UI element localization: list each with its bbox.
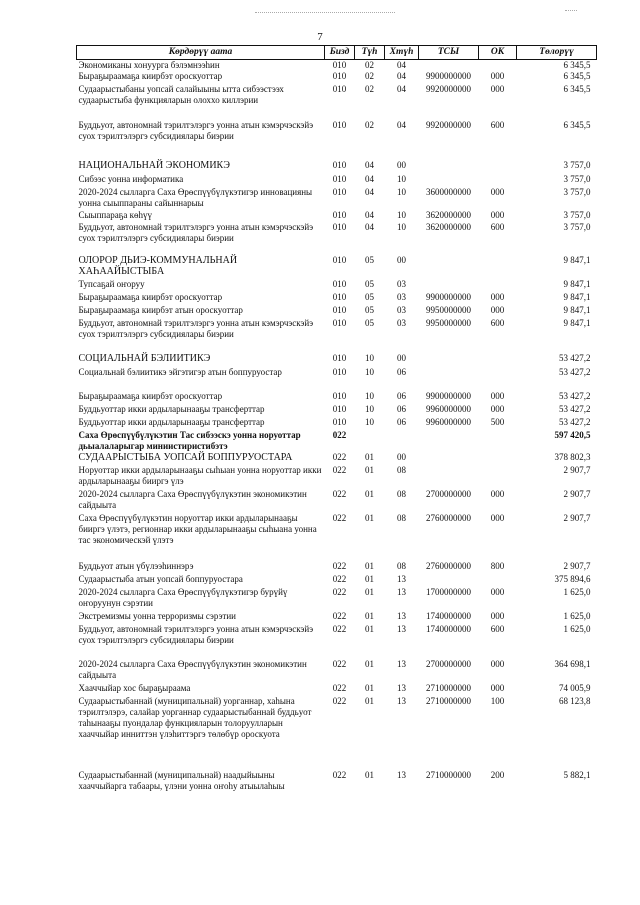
row-sum: 9 847,1 (563, 292, 591, 302)
row-xtuh: 04 (397, 60, 406, 70)
row-sum: 2 907,7 (563, 561, 591, 571)
table-row (77, 417, 597, 430)
row-xtuh: 10 (397, 174, 406, 184)
row-name: Буддьуот атын үбүлээһиннэрэ (78, 561, 194, 571)
row-sum: 6 345,5 (563, 84, 591, 94)
row-name: Буддьуоттар икки ардыларынааҕы трансферттар (78, 404, 265, 414)
table-row (77, 367, 597, 391)
row-bizd: 010 (332, 404, 347, 414)
row-tsy: 9900000000 (426, 292, 471, 302)
row-bizd: 010 (332, 187, 347, 197)
row-ok: 000 (490, 292, 505, 302)
row-sum: 53 427,2 (559, 417, 591, 427)
row-xtuh: 06 (397, 417, 406, 427)
table-row (77, 465, 597, 489)
row-tuh: 04 (365, 187, 374, 197)
table-row (77, 305, 597, 318)
row-name: Судаарыстыба атын уопсай боппуруостара (78, 574, 243, 584)
row-tuh: 04 (365, 160, 374, 170)
page-number: 7 (317, 31, 323, 43)
row-ok: 600 (490, 222, 505, 232)
row-name: Буддьуот, автономнай тэрилтэлэргэ уонна атын кэмэрчэскэйэ суох тэрилтэлэргэ субсидиялары биэрии (78, 120, 314, 141)
row-xtuh: 04 (397, 71, 406, 81)
row-xtuh: 03 (397, 305, 406, 315)
row-name: Норуоттар икки ардыларынааҕы сыһыан уонна норуоттар икки ардыларынааҕы бииргэ үлэ (78, 465, 322, 486)
table-row (77, 210, 597, 222)
row-xtuh: 03 (397, 279, 406, 289)
row-name: 2020-2024 сылларга Саха Өрөспүүбүлүкэтин экономикэтин сайдыыта (78, 489, 307, 510)
table-row (77, 574, 597, 587)
row-ok: 000 (490, 404, 505, 414)
row-name: Быраҕыраамаҕа киирбэт ороскуоттар (78, 292, 223, 302)
row-tsy (419, 279, 479, 292)
row-ok: 000 (490, 71, 505, 81)
row-sum: 2 907,7 (563, 513, 591, 523)
row-tsy: 1700000000 (426, 587, 471, 597)
row-bizd: 022 (332, 696, 347, 706)
row-tsy (419, 430, 479, 452)
row-name: 2020-2024 сылларга Саха Өрөспүүбүлүкэтигэр бурүйү оҥоруунун сэрэтии (78, 587, 288, 608)
header-sum: Төлорүү (517, 46, 597, 60)
row-sum: 3 757,0 (563, 222, 591, 232)
row-bizd: 022 (332, 513, 347, 523)
row-xtuh: 00 (397, 353, 406, 363)
row-xtuh: 00 (397, 452, 406, 462)
row-bizd: 022 (332, 770, 347, 780)
row-sum: 3 757,0 (563, 210, 591, 220)
row-bizd: 022 (332, 430, 347, 440)
row-tsy: 2710000000 (426, 683, 471, 693)
row-bizd: 010 (332, 318, 347, 328)
row-sum: 1 625,0 (563, 611, 591, 621)
row-xtuh: 03 (397, 292, 406, 302)
table-row (77, 353, 597, 367)
row-sum: 364 698,1 (554, 659, 591, 669)
row-bizd: 022 (332, 561, 347, 571)
row-tuh: 02 (365, 84, 374, 94)
row-tsy: 9900000000 (426, 391, 471, 401)
row-ok (479, 430, 517, 452)
row-ok: 000 (490, 489, 505, 499)
table-row (77, 452, 597, 465)
row-tsy: 2760000000 (426, 513, 471, 523)
table-row (77, 696, 597, 770)
row-tuh: 10 (365, 353, 374, 363)
row-bizd: 010 (332, 71, 347, 81)
row-sum: 2 907,7 (563, 465, 591, 475)
row-name: Саха Өрөспүүбүлүкэтин Тас сибээскэ уонна норуоттар дьыалаларыгар миниистиристибэтэ (78, 430, 301, 451)
row-name: Саха Өрөспүүбүлүкэтин норуоттар икки ардыларынааҕы бииргэ үлэтэ, регионнар икки ардыларынааҕы сыһыана уонна тас экономическэй үлэтэ (78, 513, 317, 545)
row-tsy: 3600000000 (426, 187, 471, 197)
row-bizd: 022 (332, 624, 347, 634)
row-tuh: 10 (365, 417, 374, 427)
row-name: Буддьуоттар икки ардыларынааҕы трансферттар (78, 417, 265, 427)
row-tsy (419, 174, 479, 187)
row-bizd: 022 (332, 465, 347, 475)
header-name: Көрдөрүү аата (77, 46, 325, 60)
row-tsy: 9920000000 (426, 84, 471, 94)
row-ok (479, 353, 517, 367)
header-bizd: Бизд (325, 46, 355, 60)
scan-mark (565, 10, 577, 15)
row-ok: 200 (490, 770, 505, 780)
row-xtuh: 00 (397, 255, 406, 265)
row-name: Хааччыйар хос быраҕыраама (78, 683, 191, 693)
row-sum: 3 757,0 (563, 187, 591, 197)
row-ok: 000 (490, 611, 505, 621)
row-tsy: 2710000000 (426, 770, 471, 780)
row-xtuh: 04 (397, 84, 406, 94)
row-sum: 53 427,2 (559, 391, 591, 401)
row-tuh: 01 (365, 452, 374, 462)
row-ok (479, 174, 517, 187)
row-ok: 000 (490, 210, 505, 220)
row-tuh (355, 430, 385, 452)
row-bizd: 022 (332, 683, 347, 693)
row-xtuh: 10 (397, 210, 406, 220)
row-tsy: 1740000000 (426, 624, 471, 634)
row-name: Экономиканы хонуурга бэлэмнээһин (78, 60, 220, 70)
table-row (77, 71, 597, 84)
row-tsy: 2760000000 (426, 561, 471, 571)
row-xtuh: 08 (397, 513, 406, 523)
row-tsy: 3620000000 (426, 210, 471, 220)
row-tuh: 01 (365, 574, 374, 584)
row-xtuh: 06 (397, 367, 406, 377)
row-ok (479, 574, 517, 587)
table-row (77, 222, 597, 255)
row-ok: 100 (490, 696, 505, 706)
row-bizd: 010 (332, 417, 347, 427)
row-bizd: 010 (332, 174, 347, 184)
row-sum: 1 625,0 (563, 624, 591, 634)
header-ok: ОК (479, 46, 517, 60)
row-ok (479, 160, 517, 174)
row-tsy: 2700000000 (426, 489, 471, 499)
row-xtuh: 06 (397, 391, 406, 401)
row-sum: 597 420,5 (554, 430, 591, 440)
row-xtuh: 13 (397, 683, 406, 693)
row-tuh: 02 (365, 71, 374, 81)
row-ok: 000 (490, 84, 505, 94)
row-xtuh: 08 (397, 489, 406, 499)
table-row (77, 587, 597, 611)
table-row (77, 624, 597, 659)
row-xtuh: 13 (397, 624, 406, 634)
row-tsy: 9920000000 (426, 120, 471, 130)
row-tuh: 01 (365, 659, 374, 669)
row-bizd: 010 (332, 279, 347, 289)
row-ok (479, 465, 517, 489)
table-row (77, 659, 597, 683)
row-sum: 2 907,7 (563, 489, 591, 499)
row-tsy: 9960000000 (426, 417, 471, 427)
row-ok: 000 (490, 683, 505, 693)
row-xtuh: 10 (397, 187, 406, 197)
row-tuh: 05 (365, 305, 374, 315)
row-name: Буддьуот, автономнай тэрилтэлэргэ уонна атын кэмэрчэскэйэ суох тэрилтэлэргэ субсидиялары биэрии (78, 624, 314, 645)
row-bizd: 010 (332, 255, 347, 265)
row-tuh: 05 (365, 279, 374, 289)
row-sum: 1 625,0 (563, 587, 591, 597)
table-row (77, 489, 597, 513)
row-sum: 9 847,1 (563, 279, 591, 289)
table-row (77, 513, 597, 561)
row-sum: 9 847,1 (563, 305, 591, 315)
table-row (77, 120, 597, 160)
row-bizd: 010 (332, 391, 347, 401)
row-sum: 3 757,0 (563, 160, 591, 170)
row-tuh: 10 (365, 367, 374, 377)
row-tsy: 2710000000 (426, 696, 471, 706)
row-ok (479, 452, 517, 465)
header-xtuh: Хтүһ (385, 46, 419, 60)
row-name: Быраҕыраамаҕа киирбэт атын ороскуоттар (78, 305, 243, 315)
row-tuh: 01 (365, 561, 374, 571)
row-tuh: 02 (365, 120, 374, 130)
row-tuh: 01 (365, 624, 374, 634)
row-xtuh: 08 (397, 465, 406, 475)
row-tsy: 3620000000 (426, 222, 471, 232)
row-tuh: 01 (365, 696, 374, 706)
row-bizd: 010 (332, 292, 347, 302)
row-bizd: 022 (332, 587, 347, 597)
table-row (77, 561, 597, 574)
row-bizd: 010 (332, 305, 347, 315)
row-sum: 6 345,5 (563, 120, 591, 130)
row-xtuh: 08 (397, 561, 406, 571)
row-tuh: 01 (365, 587, 374, 597)
row-sum: 378 802,3 (554, 452, 591, 462)
row-bizd: 022 (332, 659, 347, 669)
table-row (77, 292, 597, 305)
row-ok: 600 (490, 624, 505, 634)
table-row (77, 318, 597, 353)
row-ok: 000 (490, 587, 505, 597)
row-name: Быраҕыраамаҕа киирбэт ороскуоттар (78, 391, 223, 401)
row-tsy: 9950000000 (426, 318, 471, 328)
row-tuh: 01 (365, 611, 374, 621)
row-ok: 500 (490, 417, 505, 427)
row-bizd: 010 (332, 120, 347, 130)
row-tsy (419, 465, 479, 489)
row-xtuh: 04 (397, 120, 406, 130)
table-row (77, 174, 597, 187)
row-sum: 68 123,8 (559, 696, 591, 706)
row-ok: 000 (490, 187, 505, 197)
row-name: ОЛОРОР ДЬИЭ-КОММУНАЛЬНАЙ ХАҺААЙЫСТЫБА (78, 255, 238, 277)
row-xtuh: 13 (397, 574, 406, 584)
row-bizd: 010 (332, 367, 347, 377)
row-tsy: 1740000000 (426, 611, 471, 621)
row-ok: 000 (490, 391, 505, 401)
row-xtuh: 13 (397, 611, 406, 621)
row-ok (479, 60, 517, 72)
row-tuh: 02 (365, 60, 374, 70)
row-bizd: 010 (332, 210, 347, 220)
row-name: Сыыппараҕа көһүү (78, 210, 152, 220)
table-row (77, 60, 597, 72)
row-tsy: 9900000000 (426, 71, 471, 81)
row-tsy (419, 574, 479, 587)
row-sum: 74 005,9 (559, 683, 591, 693)
row-tuh: 01 (365, 465, 374, 475)
row-tsy (419, 160, 479, 174)
row-xtuh: 13 (397, 770, 406, 780)
table-row (77, 430, 597, 452)
budget-table (76, 45, 597, 800)
table-row (77, 611, 597, 624)
row-sum: 6 345,5 (563, 71, 591, 81)
row-tsy (419, 367, 479, 391)
row-tuh: 05 (365, 255, 374, 265)
row-name: СУДААРЫСТЫБА УОПСАЙ БОППУРУОСТАРА (78, 452, 293, 463)
row-bizd: 022 (332, 489, 347, 499)
row-tuh: 01 (365, 770, 374, 780)
row-bizd: 010 (332, 160, 347, 170)
row-tsy (419, 452, 479, 465)
row-bizd: 022 (332, 611, 347, 621)
row-name: Быраҕыраамаҕа киирбэт ороскуоттар (78, 71, 223, 81)
row-name: 2020-2024 сылларга Саха Өрөспүүбүлүкэтин экономикэтин сайдыыта (78, 659, 307, 680)
row-name: Судаарыстыбаны уопсай салайыыны ытта сибээстээх судаарыстыба функцияларын олоххо киллэрии (78, 84, 284, 105)
row-name: Судаарыстыбаннай (муниципальнай) уорганнар, хаһына тэрилтэлэрэ, салайар уорганнар судаарыстыбаннай буддьуот таһынааҕы пуондалар функцияларын толоруулларын хааччыйар инниттэн үлэһиттэргэ төлөбүр ороскуота (78, 696, 312, 739)
table-row (77, 187, 597, 210)
row-sum: 9 847,1 (563, 255, 591, 265)
row-ok (479, 255, 517, 279)
row-xtuh: 06 (397, 404, 406, 414)
row-tuh: 04 (365, 174, 374, 184)
row-bizd: 010 (332, 60, 347, 70)
row-sum: 5 882,1 (563, 770, 591, 780)
row-sum: 53 427,2 (559, 353, 591, 363)
scan-mark (255, 12, 395, 19)
row-xtuh: 13 (397, 659, 406, 669)
row-name: Сибээс уонна информатика (78, 174, 184, 184)
row-ok: 000 (490, 513, 505, 523)
row-name: Тупсаҕай оҥоруу (78, 279, 145, 289)
table-header-row (77, 46, 597, 60)
row-name: Социальнай бэлиитикэ эйгэтигэр атын боппуруостар (78, 367, 282, 377)
row-sum: 53 427,2 (559, 404, 591, 414)
row-tuh: 05 (365, 292, 374, 302)
header-tsy: ТСЫ (419, 46, 479, 60)
row-name: Буддьуот, автономнай тэрилтэлэргэ уонна атын кэмэрчэскэйэ суох тэрилтэлэргэ субсидиялары биэрии (78, 318, 314, 339)
row-bizd: 010 (332, 222, 347, 232)
row-name: Судаарыстыбаннай (муниципальнай) наадыйыыны хааччыйарга табаары, үлэни уонна оҥоһу атыылаһыы (78, 770, 285, 791)
row-name: СОЦИАЛЬНАЙ БЭЛИИТИКЭ (78, 353, 211, 364)
row-xtuh: 10 (397, 222, 406, 232)
row-ok: 600 (490, 120, 505, 130)
row-tsy (419, 60, 479, 72)
row-bizd: 022 (332, 452, 347, 462)
row-bizd: 010 (332, 353, 347, 363)
row-xtuh: 03 (397, 318, 406, 328)
table-row (77, 84, 597, 120)
row-tuh: 10 (365, 404, 374, 414)
row-tuh: 01 (365, 683, 374, 693)
row-bizd: 022 (332, 574, 347, 584)
row-sum: 3 757,0 (563, 174, 591, 184)
row-xtuh: 00 (397, 160, 406, 170)
row-ok (479, 279, 517, 292)
table-row (77, 770, 597, 800)
header-tuh: Түһ (355, 46, 385, 60)
row-tuh: 05 (365, 318, 374, 328)
row-tuh: 10 (365, 391, 374, 401)
table-row (77, 391, 597, 404)
row-name: Экстремизмы уонна терроризмы сэрэтии (78, 611, 236, 621)
row-bizd: 010 (332, 84, 347, 94)
table-row (77, 404, 597, 417)
table-row (77, 255, 597, 279)
row-tuh: 01 (365, 513, 374, 523)
row-ok: 000 (490, 659, 505, 669)
row-tuh: 01 (365, 489, 374, 499)
row-xtuh: 13 (397, 696, 406, 706)
row-ok (479, 367, 517, 391)
row-tsy (419, 353, 479, 367)
row-sum: 9 847,1 (563, 318, 591, 328)
row-ok: 000 (490, 305, 505, 315)
row-tuh: 04 (365, 222, 374, 232)
row-sum: 6 345,5 (563, 60, 591, 70)
row-tsy: 2700000000 (426, 659, 471, 669)
row-name: НАЦИОНАЛЬНАЙ ЭКОНОМИКЭ (78, 160, 230, 171)
row-sum: 375 894,6 (554, 574, 591, 584)
row-tsy: 9950000000 (426, 305, 471, 315)
row-ok: 600 (490, 318, 505, 328)
row-xtuh: 13 (397, 587, 406, 597)
row-tsy: 9960000000 (426, 404, 471, 414)
row-name: Буддьуот, автономнай тэрилтэлэргэ уонна атын кэмэрчэскэйэ суох тэрилтэлэргэ субсидиялары биэрии (78, 222, 314, 243)
table-row (77, 279, 597, 292)
row-tsy (419, 255, 479, 279)
row-ok: 800 (490, 561, 505, 571)
row-xtuh (385, 430, 419, 452)
row-sum: 53 427,2 (559, 367, 591, 377)
table-row (77, 683, 597, 696)
row-tuh: 04 (365, 210, 374, 220)
table-row (77, 160, 597, 174)
row-name: 2020-2024 сылларга Саха Өрөспүүбүлүкэтигэр инновацияны уонна сыыппараны сайыннарыы (78, 187, 313, 208)
